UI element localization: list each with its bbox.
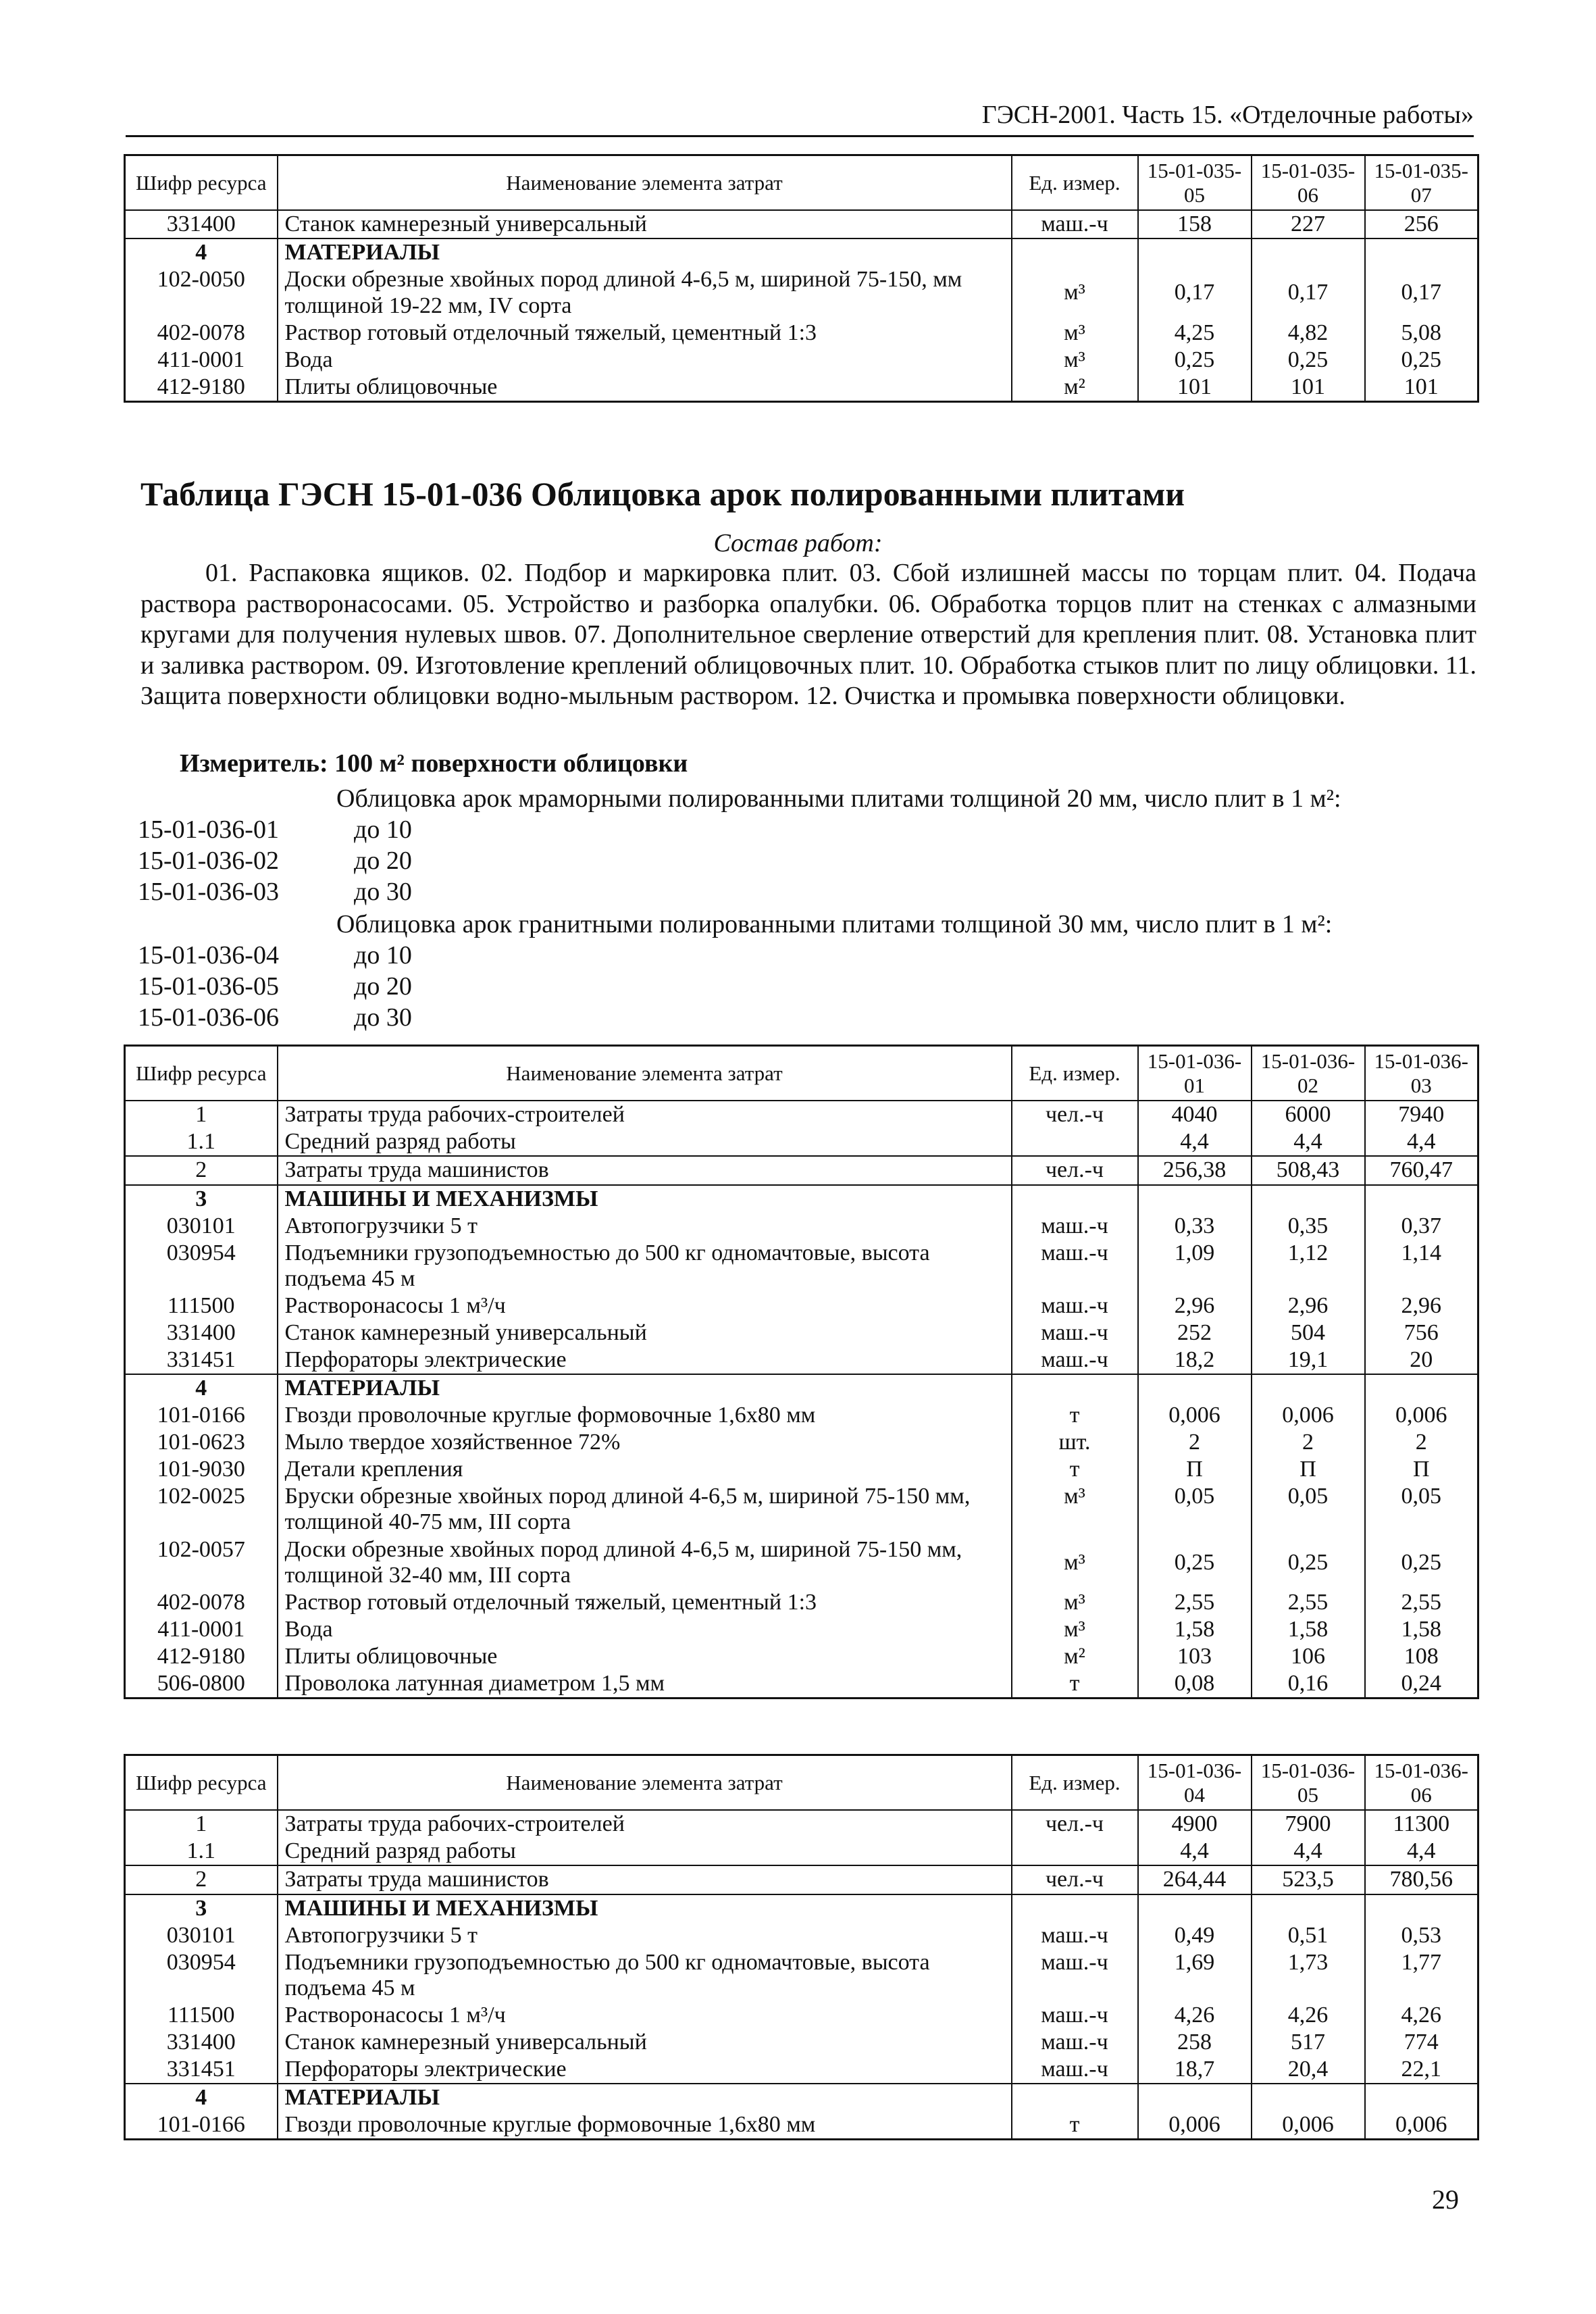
- row-name: МАШИНЫ И МЕХАНИЗМЫ: [278, 1894, 1012, 1922]
- row-value: 7940: [1365, 1101, 1478, 1128]
- row-unit: м³: [1012, 266, 1138, 319]
- row-code: 101-0623: [125, 1429, 278, 1456]
- row-name: Перфораторы электрические: [278, 1347, 1012, 1374]
- row-name: Раствор готовый отделочный тяжелый, цементный 1:3: [278, 320, 1012, 347]
- row-value: 108: [1365, 1643, 1478, 1670]
- row-value: [1365, 1185, 1478, 1213]
- row-value: 517: [1252, 2029, 1365, 2056]
- row-value: 22,1: [1365, 2056, 1478, 2084]
- row-value: 1,58: [1138, 1616, 1252, 1643]
- page-number: 29: [1432, 2184, 1459, 2215]
- row-value: 19,1: [1252, 1347, 1365, 1374]
- row-value: 0,35: [1252, 1213, 1365, 1240]
- row-value: 0,006: [1365, 1402, 1478, 1429]
- row-code: 411-0001: [125, 1616, 278, 1643]
- row-value: 1,14: [1365, 1240, 1478, 1292]
- row-value: 508,43: [1252, 1156, 1365, 1184]
- norm-range: до 10: [354, 941, 412, 970]
- row-value: 1,12: [1252, 1240, 1365, 1292]
- norm-code: 15-01-036-01: [138, 815, 279, 844]
- header-unit: Ед. измер.: [1012, 1755, 1138, 1811]
- row-code: 411-0001: [125, 347, 278, 374]
- row-unit: м³: [1012, 320, 1138, 347]
- row-value: 0,08: [1138, 1670, 1252, 1699]
- row-unit: [1012, 238, 1138, 266]
- norm-range: до 30: [354, 878, 412, 906]
- row-value: 0,006: [1365, 2111, 1478, 2140]
- row-code: 102-0057: [125, 1536, 278, 1589]
- table-row: [125, 1894, 1478, 1922]
- row-value: 2: [1252, 1429, 1365, 1456]
- header-norm-code: 15-01-035-06: [1252, 155, 1365, 211]
- row-value: [1138, 238, 1252, 266]
- row-value: 256,38: [1138, 1156, 1252, 1184]
- row-name: Гвозди проволочные круглые формовочные 1,6х80 мм: [278, 1402, 1012, 1429]
- row-code: 1: [125, 1101, 278, 1128]
- row-value: 523,5: [1252, 1865, 1365, 1894]
- composition-text: 01. Распаковка ящиков. 02. Подбор и маркировка плит. 03. Сбой излишней массы по торцам плит. 04. Подача раствора растворонасосами. 05. Устройство и разборка опалубки. 06. Обработка торцов плит на стенках с алмазными кругами для получения нулевых швов. 07. Дополнительное сверление отверстий для крепления плит. 08. Установка плит и заливка раствором. 09. Изготовление креплений облицовочных плит. 10. Обработка стыков плит по лицу облицовки. 11. Защита поверхности облицовки водно-мыльным раствором. 12. Очистка и промывка поверхности облицовки.: [140, 559, 1476, 711]
- norm-code: 15-01-036-05: [138, 972, 279, 1001]
- table-row: [125, 1101, 1478, 1128]
- row-name: Проволока латунная диаметром 1,5 мм: [278, 1670, 1012, 1699]
- row-value: 4,4: [1138, 1128, 1252, 1156]
- header-unit: Ед. измер.: [1012, 155, 1138, 211]
- row-value: 4,4: [1365, 1838, 1478, 1865]
- row-value: [1252, 1185, 1365, 1213]
- row-unit: [1012, 1838, 1138, 1865]
- norm-code: 15-01-036-06: [138, 1003, 279, 1032]
- row-value: [1365, 2084, 1478, 2111]
- table-row: [125, 1643, 1478, 1670]
- row-code: 101-0166: [125, 1402, 278, 1429]
- row-value: [1252, 1894, 1365, 1922]
- row-value: 4040: [1138, 1101, 1252, 1128]
- table-row: [125, 1536, 1478, 1589]
- row-code: 1.1: [125, 1838, 278, 1865]
- row-unit: маш.-ч: [1012, 1949, 1138, 2002]
- table-row: [125, 1213, 1478, 1240]
- row-value: 2,55: [1365, 1589, 1478, 1616]
- row-value: 227: [1252, 210, 1365, 238]
- row-code: 412-9180: [125, 1643, 278, 1670]
- row-value: 7900: [1252, 1810, 1365, 1838]
- row-value: 0,006: [1252, 2111, 1365, 2140]
- row-value: 504: [1252, 1319, 1365, 1347]
- row-value: 780,56: [1365, 1865, 1478, 1894]
- row-value: 106: [1252, 1643, 1365, 1670]
- row-code: 331400: [125, 210, 278, 238]
- norm-code: 15-01-036-03: [138, 878, 279, 906]
- row-code: 4: [125, 1374, 278, 1402]
- row-value: 4,26: [1365, 2002, 1478, 2029]
- row-value: 0,25: [1365, 1536, 1478, 1589]
- row-value: [1365, 1894, 1478, 1922]
- row-unit: шт.: [1012, 1429, 1138, 1456]
- row-value: 20: [1365, 1347, 1478, 1374]
- row-value: 756: [1365, 1319, 1478, 1347]
- row-code: 111500: [125, 1292, 278, 1319]
- group2-title: Облицовка арок гранитными полированными плитами толщиной 30 мм, число плит в 1 м²:: [336, 910, 1333, 938]
- row-code: 331451: [125, 2056, 278, 2084]
- norm-range: до 20: [354, 847, 412, 875]
- row-value: 0,006: [1252, 1402, 1365, 1429]
- row-value: 258: [1138, 2029, 1252, 2056]
- row-name: Доски обрезные хвойных пород длиной 4-6,5 м, шириной 75-150 мм, толщиной 32-40 мм, III сорта: [278, 1536, 1012, 1589]
- table-row: [125, 1185, 1478, 1213]
- row-unit: м³: [1012, 1616, 1138, 1643]
- row-value: 0,05: [1138, 1483, 1252, 1536]
- row-value: 0,51: [1252, 1922, 1365, 1949]
- row-value: 0,25: [1252, 347, 1365, 374]
- row-value: 264,44: [1138, 1865, 1252, 1894]
- composition-heading: Состав работ:: [713, 529, 883, 557]
- row-value: 20,4: [1252, 2056, 1365, 2084]
- table-row: [125, 238, 1478, 266]
- row-value: 0,17: [1138, 266, 1252, 319]
- row-code: 402-0078: [125, 320, 278, 347]
- row-name: Средний разряд работы: [278, 1128, 1012, 1156]
- row-name: Детали крепления: [278, 1456, 1012, 1483]
- row-name: Станок камнерезный универсальный: [278, 210, 1012, 238]
- row-unit: [1012, 1185, 1138, 1213]
- row-unit: маш.-ч: [1012, 1922, 1138, 1949]
- row-unit: маш.-ч: [1012, 1240, 1138, 1292]
- row-code: 1: [125, 1810, 278, 1838]
- row-name: Гвозди проволочные круглые формовочные 1,6х80 мм: [278, 2111, 1012, 2140]
- table-row: [125, 1292, 1478, 1319]
- row-name: Затраты труда рабочих-строителей: [278, 1101, 1012, 1128]
- row-unit: маш.-ч: [1012, 210, 1138, 238]
- row-value: П: [1138, 1456, 1252, 1483]
- row-value: 1,58: [1252, 1616, 1365, 1643]
- row-value: 5,08: [1365, 320, 1478, 347]
- row-value: 0,05: [1252, 1483, 1365, 1536]
- table-row: [125, 1670, 1478, 1699]
- row-name: Плиты облицовочные: [278, 374, 1012, 402]
- row-value: 0,25: [1138, 1536, 1252, 1589]
- header-norm-code: 15-01-036-02: [1252, 1046, 1365, 1101]
- row-code: 331400: [125, 2029, 278, 2056]
- table-row: [125, 2084, 1478, 2111]
- header-name: Наименование элемента затрат: [278, 155, 1012, 211]
- row-name: Затраты труда рабочих-строителей: [278, 1810, 1012, 1838]
- row-value: 774: [1365, 2029, 1478, 2056]
- row-code: 331400: [125, 1319, 278, 1347]
- meter-line: Измеритель: 100 м² поверхности облицовки: [180, 749, 688, 778]
- header-norm-code: 15-01-036-05: [1252, 1755, 1365, 1811]
- row-value: 1,69: [1138, 1949, 1252, 2002]
- header-name: Наименование элемента затрат: [278, 1046, 1012, 1101]
- row-value: 0,16: [1252, 1670, 1365, 1699]
- header-code: Шифр ресурса: [125, 1046, 278, 1101]
- row-name: Растворонасосы 1 м³/ч: [278, 2002, 1012, 2029]
- row-name: Раствор готовый отделочный тяжелый, цементный 1:3: [278, 1589, 1012, 1616]
- row-value: 1,77: [1365, 1949, 1478, 2002]
- row-value: [1252, 1374, 1365, 1402]
- row-value: 0,49: [1138, 1922, 1252, 1949]
- row-unit: м³: [1012, 347, 1138, 374]
- row-unit: [1012, 2084, 1138, 2111]
- row-unit: маш.-ч: [1012, 2056, 1138, 2084]
- row-name: Затраты труда машинистов: [278, 1156, 1012, 1184]
- row-value: 0,25: [1365, 347, 1478, 374]
- row-code: 3: [125, 1894, 278, 1922]
- table-row: [125, 1589, 1478, 1616]
- row-unit: чел.-ч: [1012, 1865, 1138, 1894]
- header-name: Наименование элемента затрат: [278, 1755, 1012, 1811]
- table-row: [125, 1319, 1478, 1347]
- row-value: 18,2: [1138, 1347, 1252, 1374]
- row-name: Мыло твердое хозяйственное 72%: [278, 1429, 1012, 1456]
- row-value: 103: [1138, 1643, 1252, 1670]
- row-value: 0,006: [1138, 1402, 1252, 1429]
- row-code: 2: [125, 1156, 278, 1184]
- row-code: 2: [125, 1865, 278, 1894]
- row-name: Растворонасосы 1 м³/ч: [278, 1292, 1012, 1319]
- row-value: 2,55: [1138, 1589, 1252, 1616]
- row-unit: [1012, 1894, 1138, 1922]
- row-unit: м³: [1012, 1483, 1138, 1536]
- table-row: [125, 1374, 1478, 1402]
- row-value: [1138, 1894, 1252, 1922]
- table-row: [125, 1128, 1478, 1156]
- row-value: 6000: [1252, 1101, 1365, 1128]
- row-value: 0,33: [1138, 1213, 1252, 1240]
- row-code: 402-0078: [125, 1589, 278, 1616]
- table-row: [125, 320, 1478, 347]
- row-value: [1138, 1185, 1252, 1213]
- row-unit: т: [1012, 1402, 1138, 1429]
- row-unit: маш.-ч: [1012, 1213, 1138, 1240]
- row-name: Перфораторы электрические: [278, 2056, 1012, 2084]
- row-code: 102-0025: [125, 1483, 278, 1536]
- table-row: [125, 2056, 1478, 2084]
- page-header: ГЭСН-2001. Часть 15. «Отделочные работы»: [126, 100, 1474, 137]
- table-row: [125, 1922, 1478, 1949]
- table-title: Таблица ГЭСН 15-01-036 Облицовка арок полированными плитами: [140, 475, 1185, 513]
- row-value: 760,47: [1365, 1156, 1478, 1184]
- header-unit: Ед. измер.: [1012, 1046, 1138, 1101]
- row-name: Подъемники грузоподъемностью до 500 кг одномачтовые, высота подъема 45 м: [278, 1949, 1012, 2002]
- row-code: 101-0166: [125, 2111, 278, 2140]
- row-value: 4,4: [1252, 1838, 1365, 1865]
- row-name: МАТЕРИАЛЫ: [278, 2084, 1012, 2111]
- resource-table-036-a: [124, 1045, 1479, 1699]
- row-value: 1,58: [1365, 1616, 1478, 1643]
- row-unit: м²: [1012, 374, 1138, 402]
- row-unit: м³: [1012, 1536, 1138, 1589]
- row-value: 4,82: [1252, 320, 1365, 347]
- row-code: 331451: [125, 1347, 278, 1374]
- row-value: 0,25: [1138, 347, 1252, 374]
- row-name: МАШИНЫ И МЕХАНИЗМЫ: [278, 1185, 1012, 1213]
- row-value: 2,96: [1138, 1292, 1252, 1319]
- table-row: [125, 2002, 1478, 2029]
- row-name: МАТЕРИАЛЫ: [278, 238, 1012, 266]
- row-code: 1.1: [125, 1128, 278, 1156]
- row-code: 506-0800: [125, 1670, 278, 1699]
- header-norm-code: 15-01-035-07: [1365, 155, 1478, 211]
- row-value: 0,24: [1365, 1670, 1478, 1699]
- row-name: Доски обрезные хвойных пород длиной 4-6,5 м, шириной 75-150, мм толщиной 19-22 мм, IV сорта: [278, 266, 1012, 319]
- row-name: Средний разряд работы: [278, 1838, 1012, 1865]
- resource-table-036-b: [124, 1754, 1479, 2140]
- row-value: 101: [1252, 374, 1365, 402]
- norm-range: до 10: [354, 815, 412, 844]
- row-unit: чел.-ч: [1012, 1156, 1138, 1184]
- row-value: 4,4: [1252, 1128, 1365, 1156]
- row-unit: т: [1012, 1456, 1138, 1483]
- row-value: 2,96: [1252, 1292, 1365, 1319]
- header-norm-code: 15-01-036-03: [1365, 1046, 1478, 1101]
- table-row: [125, 1865, 1478, 1894]
- table-row: [125, 1949, 1478, 2002]
- row-value: 0,17: [1365, 266, 1478, 319]
- row-value: 4900: [1138, 1810, 1252, 1838]
- table-row: [125, 1838, 1478, 1865]
- row-value: [1252, 2084, 1365, 2111]
- row-value: 1,09: [1138, 1240, 1252, 1292]
- row-value: [1138, 1374, 1252, 1402]
- row-name: Затраты труда машинистов: [278, 1865, 1012, 1894]
- header-norm-code: 15-01-036-04: [1138, 1755, 1252, 1811]
- row-value: 0,25: [1252, 1536, 1365, 1589]
- row-value: 158: [1138, 210, 1252, 238]
- row-value: 2: [1138, 1429, 1252, 1456]
- row-name: Плиты облицовочные: [278, 1643, 1012, 1670]
- row-value: 2: [1365, 1429, 1478, 1456]
- row-code: 111500: [125, 2002, 278, 2029]
- row-value: П: [1252, 1456, 1365, 1483]
- row-unit: чел.-ч: [1012, 1810, 1138, 1838]
- header-code: Шифр ресурса: [125, 1755, 278, 1811]
- row-name: Автопогрузчики 5 т: [278, 1213, 1012, 1240]
- row-code: 3: [125, 1185, 278, 1213]
- norm-code: 15-01-036-04: [138, 941, 279, 970]
- header-norm-code: 15-01-035-05: [1138, 155, 1252, 211]
- row-name: Станок камнерезный универсальный: [278, 1319, 1012, 1347]
- row-unit: маш.-ч: [1012, 1319, 1138, 1347]
- table-row: [125, 347, 1478, 374]
- row-unit: маш.-ч: [1012, 2002, 1138, 2029]
- header-norm-code: 15-01-036-01: [1138, 1046, 1252, 1101]
- table-row: [125, 1810, 1478, 1838]
- row-value: 0,37: [1365, 1213, 1478, 1240]
- table-row: [125, 1156, 1478, 1184]
- group1-title: Облицовка арок мраморными полированными плитами толщиной 20 мм, число плит в 1 м²:: [336, 784, 1341, 813]
- table-row: [125, 210, 1478, 238]
- row-unit: м²: [1012, 1643, 1138, 1670]
- row-name: Вода: [278, 1616, 1012, 1643]
- row-unit: [1012, 1374, 1138, 1402]
- row-value: 4,4: [1138, 1838, 1252, 1865]
- row-value: 4,25: [1138, 320, 1252, 347]
- table-row: [125, 1347, 1478, 1374]
- row-unit: маш.-ч: [1012, 2029, 1138, 2056]
- table-row: [125, 1402, 1478, 1429]
- row-value: 2,55: [1252, 1589, 1365, 1616]
- table-row: [125, 374, 1478, 402]
- header-norm-code: 15-01-036-06: [1365, 1755, 1478, 1811]
- norm-range: до 30: [354, 1003, 412, 1032]
- table-row: [125, 1483, 1478, 1536]
- row-value: 2,96: [1365, 1292, 1478, 1319]
- row-value: 0,53: [1365, 1922, 1478, 1949]
- row-value: 4,4: [1365, 1128, 1478, 1156]
- row-name: МАТЕРИАЛЫ: [278, 1374, 1012, 1402]
- row-name: Вода: [278, 347, 1012, 374]
- row-code: 102-0050: [125, 266, 278, 319]
- row-value: П: [1365, 1456, 1478, 1483]
- table-row: [125, 2111, 1478, 2140]
- row-code: 030954: [125, 1949, 278, 2002]
- row-code: 101-9030: [125, 1456, 278, 1483]
- row-code: 4: [125, 2084, 278, 2111]
- row-value: 252: [1138, 1319, 1252, 1347]
- row-unit: т: [1012, 1670, 1138, 1699]
- row-unit: м³: [1012, 1589, 1138, 1616]
- row-value: 18,7: [1138, 2056, 1252, 2084]
- table-row: [125, 1429, 1478, 1456]
- row-value: 0,17: [1252, 266, 1365, 319]
- header-code: Шифр ресурса: [125, 155, 278, 211]
- row-unit: маш.-ч: [1012, 1292, 1138, 1319]
- row-value: 4,26: [1252, 2002, 1365, 2029]
- row-value: [1138, 2084, 1252, 2111]
- row-code: 030954: [125, 1240, 278, 1292]
- row-value: 1,73: [1252, 1949, 1365, 2002]
- row-value: 0,006: [1138, 2111, 1252, 2140]
- table-row: [125, 266, 1478, 319]
- row-value: [1252, 238, 1365, 266]
- row-value: [1365, 1374, 1478, 1402]
- table-row: [125, 1456, 1478, 1483]
- table-row: [125, 1240, 1478, 1292]
- row-name: Станок камнерезный универсальный: [278, 2029, 1012, 2056]
- row-code: 4: [125, 238, 278, 266]
- table-row: [125, 1616, 1478, 1643]
- row-name: Автопогрузчики 5 т: [278, 1922, 1012, 1949]
- row-code: 030101: [125, 1922, 278, 1949]
- row-code: 030101: [125, 1213, 278, 1240]
- norm-code: 15-01-036-02: [138, 847, 279, 875]
- table-row: [125, 2029, 1478, 2056]
- row-unit: маш.-ч: [1012, 1347, 1138, 1374]
- row-value: 0,05: [1365, 1483, 1478, 1536]
- row-name: Бруски обрезные хвойных пород длиной 4-6,5 м, шириной 75-150 мм, толщиной 40-75 мм, III сорта: [278, 1483, 1012, 1536]
- row-unit: т: [1012, 2111, 1138, 2140]
- row-unit: [1012, 1128, 1138, 1156]
- row-value: 256: [1365, 210, 1478, 238]
- norm-range: до 20: [354, 972, 412, 1001]
- row-value: [1365, 238, 1478, 266]
- row-code: 412-9180: [125, 374, 278, 402]
- row-value: 11300: [1365, 1810, 1478, 1838]
- resource-table-035: [124, 154, 1479, 403]
- row-name: Подъемники грузоподъемностью до 500 кг одномачтовые, высота подъема 45 м: [278, 1240, 1012, 1292]
- row-unit: чел.-ч: [1012, 1101, 1138, 1128]
- row-value: 4,26: [1138, 2002, 1252, 2029]
- row-value: 101: [1365, 374, 1478, 402]
- row-value: 101: [1138, 374, 1252, 402]
